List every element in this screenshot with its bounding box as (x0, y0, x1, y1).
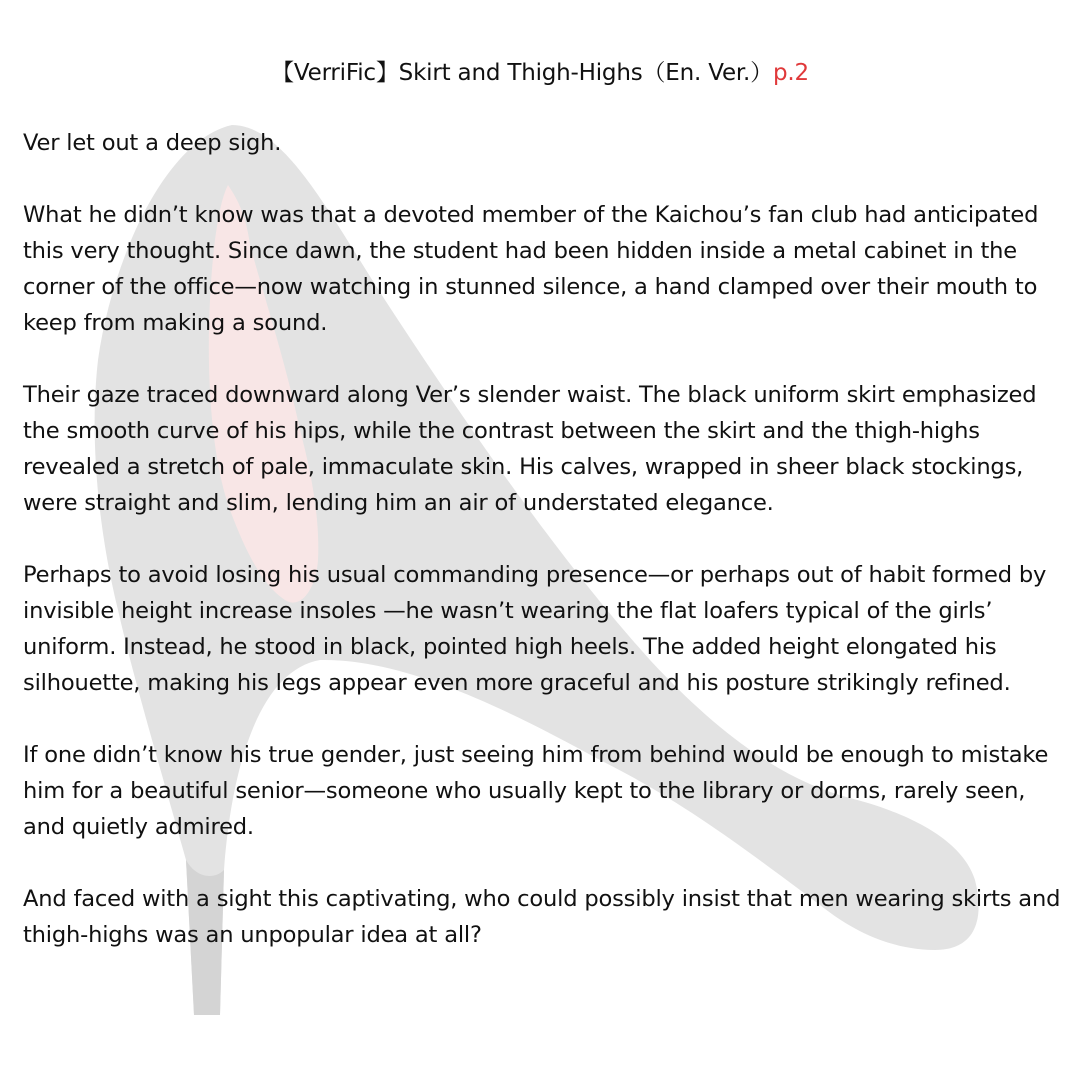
paragraph: If one didn’t know his true gender, just seeing him from behind would be enough to mistake him for a beautiful senior—someone who usually kept to the library or dorms, rarely seen, and quietly admired. (23, 742, 1049, 840)
story-body (23, 125, 1063, 989)
title-text: 【VerriFic】Skirt and Thigh-Highs（En. Ver.） (271, 60, 773, 86)
paragraph: Perhaps to avoid losing his usual commanding presence—or perhaps out of habit formed by invisible height increase insoles —he wasn’t wearing the flat loafers typical of the girls’ uniform. Instead, he stood in black, pointed high heels. The added height elongated his silhouette, making his legs appear even more graceful and his posture strikingly refined. (23, 562, 1047, 696)
page-number-label: p.2 (772, 60, 809, 86)
paragraph: What he didn’t know was that a devoted member of the Kaichou’s fan club had anticipated this very thought. Since dawn, the student had been hidden inside a metal cabinet in the corner of the office—now watching in stunned silence, a hand clamped over their mouth to keep from making a sound. (23, 202, 1039, 336)
page-title (0, 54, 1080, 92)
paragraph: Ver let out a deep sigh. (23, 130, 282, 156)
paragraph: Their gaze traced downward along Ver’s slender waist. The black uniform skirt emphasized the smooth curve of his hips, while the contrast between the skirt and the thigh-highs revealed a stretch of pale, immaculate skin. His calves, wrapped in sheer black stockings, were straight and slim, lending him an air of understated elegance. (23, 382, 1037, 516)
paragraph: And faced with a sight this captivating, who could possibly insist that men wearing skirts and thigh-highs was an unpopular idea at all? (23, 886, 1061, 948)
